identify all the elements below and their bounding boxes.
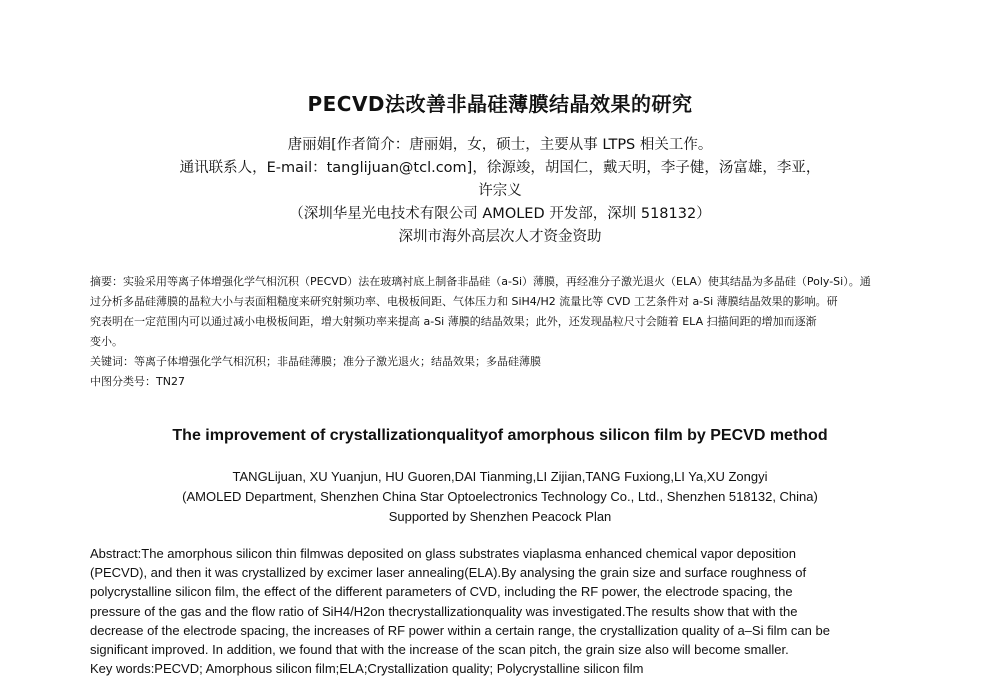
chinese-abstract-line: 过分析多晶硅薄膜的晶粒大小与表面粗糙度来研究射频功率、电极板间距、气体压力和 SiH4/H2 流量比等 CVD 工艺条件对 a-Si 薄膜结晶效果的影响。研: [90, 295, 838, 308]
english-abstract-line: polycrystalline silicon film, the effect of the different parameters of CVD, including the RF power, the electrode spacing, the: [90, 584, 793, 600]
chinese-classification: 中图分类号：TN27: [90, 375, 185, 388]
english-affiliation: (AMOLED Department, Shenzhen China Star Optoelectronics Technology Co., Ltd., Shenzhen 518132, China): [182, 489, 818, 504]
english-abstract-line: decrease of the electrode spacing, the increases of RF power within a certain range, the crystallization quality of a–Si film can be: [90, 622, 830, 638]
chinese-abstract-line: 变小。: [90, 335, 123, 348]
english-title: The improvement of crystallizationqualityof amorphous silicon film by PECVD method: [172, 427, 828, 444]
english-abstract-block: [90, 544, 912, 678]
english-keywords: Key words:PECVD; Amorphous silicon film;ELA;Crystallization quality; Polycrystalline silicon film: [90, 661, 644, 677]
english-funding: Supported by Shenzhen Peacock Plan: [388, 509, 612, 524]
english-abstract-line: significant improved. In addition, we found that with the increase of the scan pitch, the grain size also will become smaller.: [90, 642, 789, 658]
chinese-author-line: 唐丽娟[作者简介：唐丽娟，女，硕士，主要从事 LTPS 相关工作。: [287, 137, 713, 153]
chinese-funding: 深圳市海外高层次人才资金资助: [398, 229, 602, 245]
chinese-author-line: 通讯联系人，E-mail：tanglijuan@tcl.com]，徐源竣，胡国仁，戴天明，李子健，汤富雄，李亚，: [179, 160, 821, 176]
chinese-abstract-line: 摘要：实验采用等离子体增强化学气相沉积（PECVD）法在玻璃衬底上制备非晶硅（a-Si）薄膜，再经准分子激光退火（ELA）使其结晶为多晶硅（Poly-Si）。通: [90, 275, 871, 288]
chinese-authors-block: [130, 134, 870, 249]
chinese-title: PECVD法改善非晶硅薄膜结晶效果的研究: [307, 92, 693, 116]
english-author-line: TANGLijuan, XU Yuanjun, HU Guoren,DAI Tianming,LI Zijian,TANG Fuxiong,LI Ya,XU Zongyi: [232, 469, 768, 484]
chinese-abstract-block: [90, 272, 912, 392]
chinese-affiliation: （深圳华星光电技术有限公司 AMOLED 开发部，深圳 518132）: [289, 206, 711, 222]
english-abstract-line: Abstract:The amorphous silicon thin filmwas deposited on glass substrates viaplasma enhanced chemical vapor deposition: [90, 546, 796, 561]
english-authors-block: [100, 467, 900, 527]
chinese-author-line: 许宗义: [478, 183, 522, 199]
english-abstract-line: pressure of the gas and the flow ratio of SiH4/H2on thecrystallizationquality was investigated.The results show that with the: [90, 603, 798, 619]
chinese-abstract-line: 究表明在一定范围内可以通过减小电极板间距，增大射频功率来提高 a-Si 薄膜的结晶效果；此外，还发现晶粒尺寸会随着 ELA 扫描间距的增加而逐渐: [90, 315, 817, 328]
english-abstract-line: (PECVD), and then it was crystallized by excimer laser annealing(ELA).By analysing the grain size and surface roughness of: [90, 565, 807, 581]
chinese-keywords: 关键词：等离子体增强化学气相沉积；非晶硅薄膜；准分子激光退火；结晶效果；多晶硅薄膜: [90, 355, 541, 368]
